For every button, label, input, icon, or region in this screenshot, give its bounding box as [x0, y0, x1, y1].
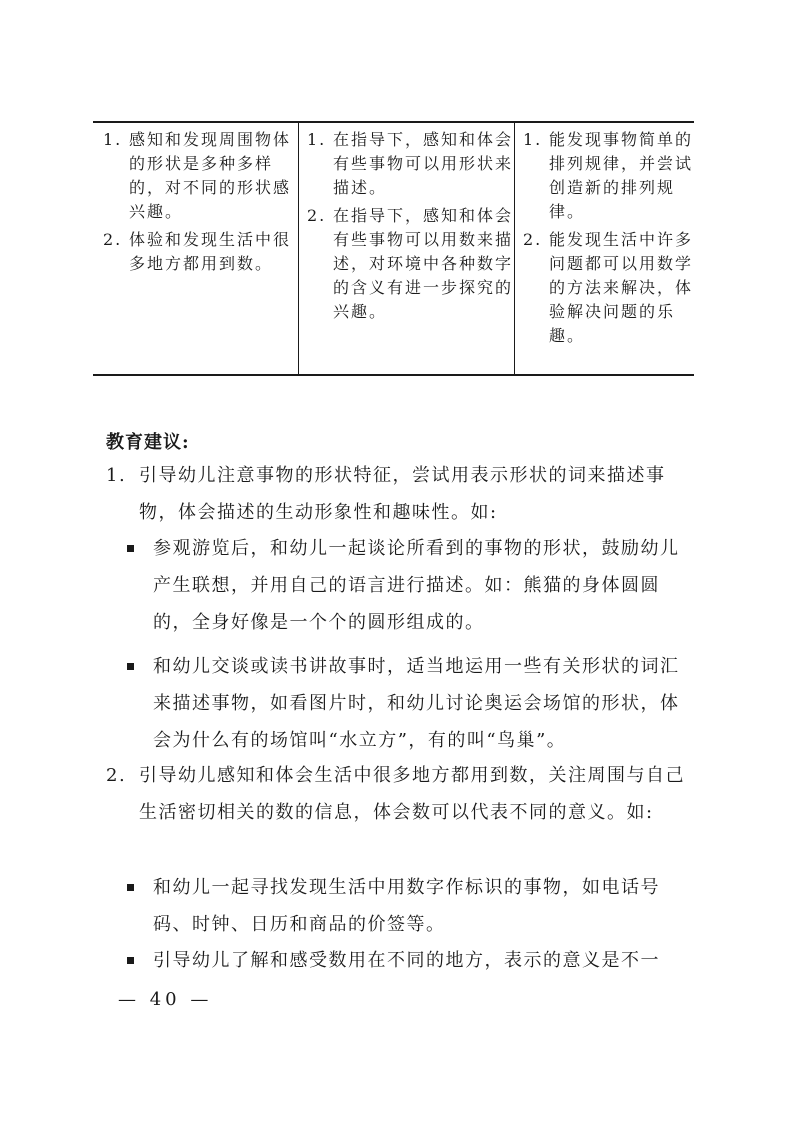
item-text: 体验和发现生活中很多地方都用到数。	[129, 230, 292, 273]
table-column-1	[93, 123, 298, 374]
table-item	[299, 204, 514, 324]
bullet-item	[127, 530, 682, 641]
bullet-text: 和幼儿交谈或读书讲故事时，适当地运用一些有关形状的词汇来描述事物，如看图片时，和幼儿讨论奥运会场馆的形状，体会为什么有的场馆叫“水立方”，有的叫“鸟巢”。	[153, 656, 680, 751]
page-number: — 40 —	[118, 989, 213, 1010]
item-number: 1.	[523, 130, 543, 149]
item-text: 在指导下，感知和体会有些事物可以用数来描述，对环境中各种数字的含义有进一步探究的兴趣。	[333, 206, 514, 321]
goals-table	[93, 121, 694, 376]
suggestion-number: 1.	[106, 465, 127, 486]
suggestion-text: 引导幼儿注意事物的形状特征，尝试用表示形状的词来描述事物，体会描述的生动形象性和趣味性。如:	[139, 465, 666, 523]
table-column-3	[514, 123, 694, 374]
bullet-item	[127, 942, 682, 979]
item-text: 能发现事物简单的排列规律，并尝试创造新的排列规律。	[549, 130, 694, 221]
table-item	[515, 228, 694, 348]
bullet-text: 参观游览后，和幼儿一起谈论所看到的事物的形状，鼓励幼儿产生联想，并用自己的语言进行描述。如：熊猫的身体圆圆的，全身好像是一个个的圆形组成的。	[153, 538, 680, 633]
item-number: 2.	[307, 206, 327, 225]
bullet-square-icon	[127, 957, 134, 964]
bullet-square-icon	[127, 884, 134, 891]
suggestion-number: 2.	[106, 765, 127, 786]
item-number: 2.	[103, 230, 123, 249]
item-text: 在指导下，感知和体会有些事物可以用形状来描述。	[333, 130, 514, 197]
table-item	[93, 228, 298, 276]
bullet-item	[127, 869, 682, 943]
suggestion-2	[106, 757, 686, 831]
bullet-square-icon	[127, 545, 134, 552]
table-item	[93, 128, 298, 224]
suggestion-text: 引导幼儿感知和体会生活中很多地方都用到数，关注周围与自己生活密切相关的数的信息，体会数可以代表不同的意义。如:	[139, 765, 685, 823]
item-number: 1.	[307, 130, 327, 149]
item-text: 感知和发现周围物体的形状是多种多样的，对不同的形状感兴趣。	[129, 130, 292, 221]
section-title: 教育建议:	[106, 432, 190, 453]
table-column-2	[298, 123, 514, 374]
table-item	[299, 128, 514, 200]
item-number: 2.	[523, 230, 543, 249]
item-text: 能发现生活中许多问题都可以用数学的方法来解决，体验解决问题的乐趣。	[549, 230, 694, 345]
suggestion-1	[106, 457, 686, 531]
table-item	[515, 128, 694, 224]
bullet-text: 和幼儿一起寻找发现生活中用数字作标识的事物，如电话号码、时钟、日历和商品的价签等。	[153, 877, 660, 935]
bullet-item	[127, 648, 682, 759]
bullet-square-icon	[127, 663, 134, 670]
item-number: 1.	[103, 130, 123, 149]
bullet-text: 引导幼儿了解和感受数用在不同的地方，表示的意义是不一	[153, 950, 660, 971]
